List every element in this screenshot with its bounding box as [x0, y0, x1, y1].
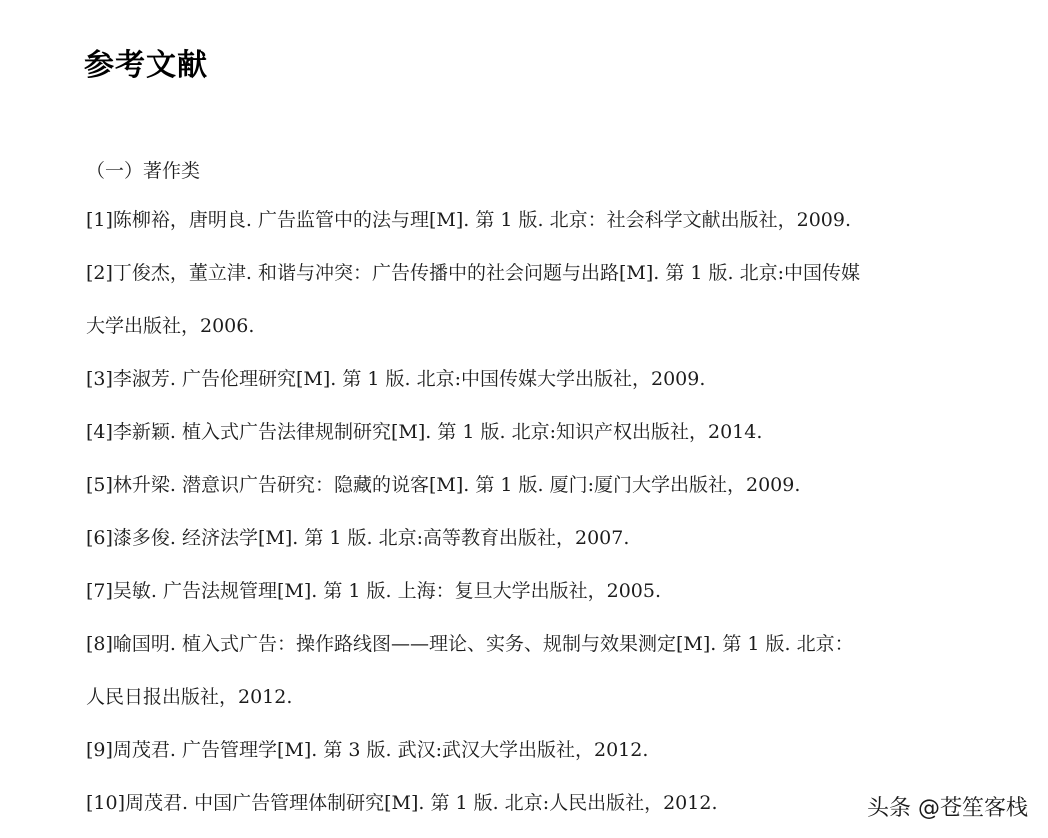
reference-line-2: [2]丁俊杰，董立津. 和谐与冲突：广告传播中的社会问题与出路[M]. 第 1 版. 北京:中国传媒: [86, 262, 861, 284]
reference-line-3: [3]李淑芳. 广告伦理研究[M]. 第 1 版. 北京:中国传媒大学出版社，2009.: [86, 368, 706, 390]
reference-line-5: [5]林升梁. 潜意识广告研究：隐藏的说客[M]. 第 1 版. 厦门:厦门大学出版社，2009.: [86, 474, 801, 496]
page-title: 参考文献: [84, 48, 208, 83]
reference-line-9: [9]周茂君. 广告管理学[M]. 第 3 版. 武汉:武汉大学出版社，2012.: [86, 739, 649, 761]
reference-line-8-continued: 人民日报出版社，2012.: [86, 686, 293, 708]
source-watermark: 头条 @苍笙客栈: [867, 796, 1028, 821]
reference-line-7: [7]吴敏. 广告法规管理[M]. 第 1 版. 上海：复旦大学出版社，2005.: [86, 580, 661, 602]
reference-line-1: [1]陈柳裕，唐明良. 广告监管中的法与理[M]. 第 1 版. 北京：社会科学文献出版社，2009.: [86, 209, 851, 231]
section-heading: （一）著作类: [86, 160, 201, 182]
reference-line-4: [4]李新颖. 植入式广告法律规制研究[M]. 第 1 版. 北京:知识产权出版社，2014.: [86, 421, 763, 443]
reference-line-8: [8]喻国明. 植入式广告：操作路线图——理论、实务、规制与效果测定[M]. 第 1 版. 北京：: [86, 633, 854, 655]
reference-line-10: [10]周茂君. 中国广告管理体制研究[M]. 第 1 版. 北京:人民出版社，2012.: [86, 792, 718, 814]
reference-list: [86, 194, 1021, 830]
reference-line-6: [6]漆多俊. 经济法学[M]. 第 1 版. 北京:高等教育出版社，2007.: [86, 527, 630, 549]
reference-line-2-continued: 大学出版社，2006.: [86, 315, 255, 337]
